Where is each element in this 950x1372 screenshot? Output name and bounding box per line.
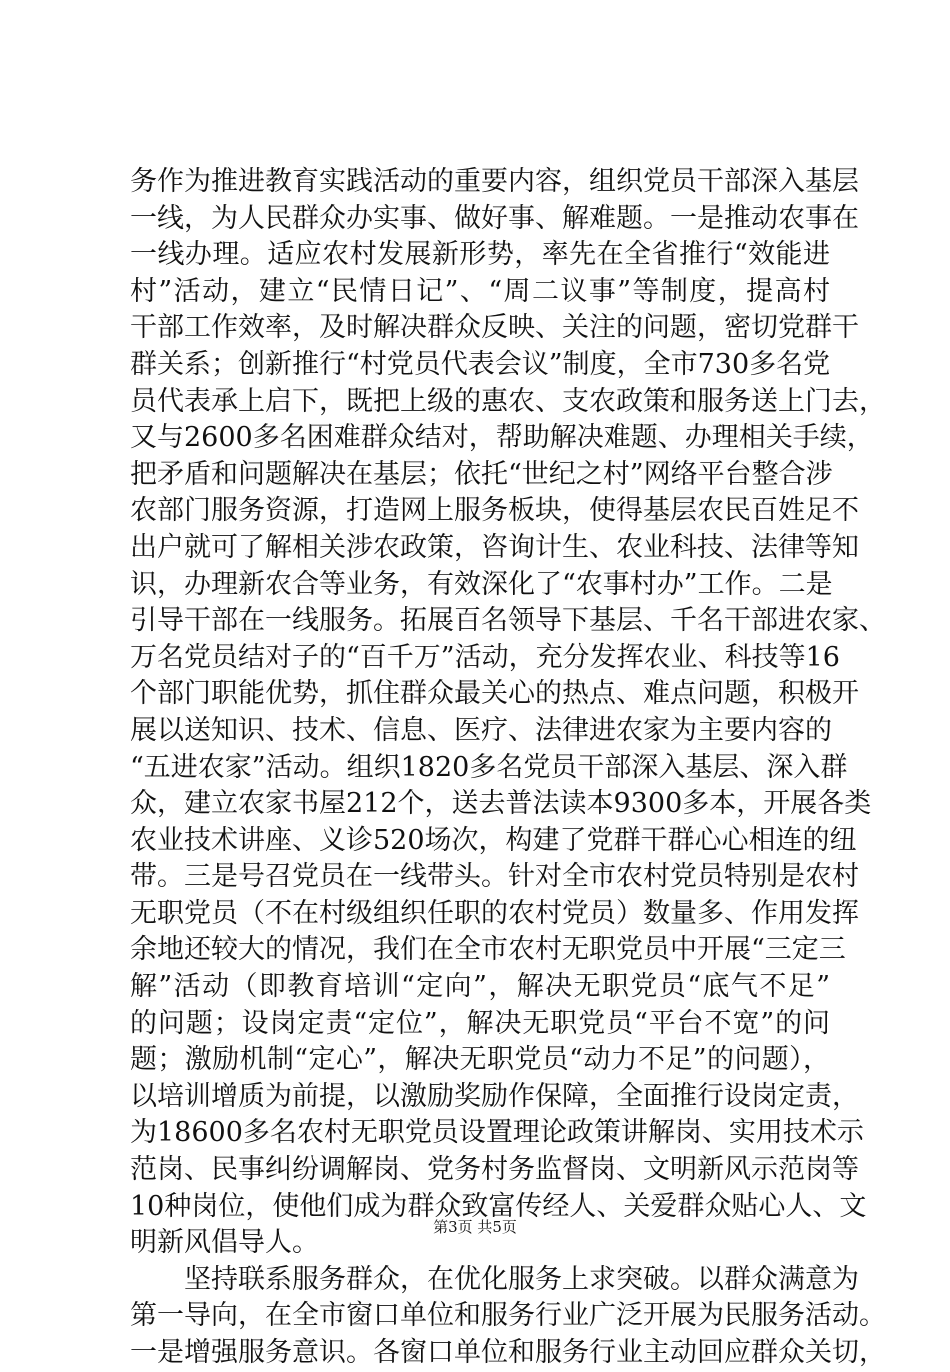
text-line: 坚持联系服务群众，在优化服务上求突破。以群众满意为 — [130, 1263, 859, 1295]
text-line: 展以送知识、技术、信息、医疗、法律进农家为主要内容的 — [130, 714, 832, 746]
page-footer: 第3页 共5页 — [433, 1218, 517, 1236]
text-line: 员代表承上启下，既把上级的惠农、支农政策和服务送上门去， — [130, 385, 886, 417]
text-line: 干部工作效率，及时解决群众反映、关注的问题，密切党群干 — [130, 312, 859, 344]
text-line: 群关系；创新推行“村党员代表会议”制度，全市730多名党 — [130, 348, 831, 380]
text-line: 把矛盾和问题解决在基层；依托“世纪之村”网络平台整合涉 — [130, 458, 833, 490]
text-line: 众，建立农家书屋212个，送去普法读本9300多本，开展各类 — [130, 788, 872, 820]
text-line: 又与2600多名困难群众结对，帮助解决难题、办理相关手续， — [130, 422, 874, 454]
text-line: 识，办理新农合等业务，有效深化了“农事村办”工作。二是 — [130, 568, 833, 600]
text-line: 范岗、民事纠纷调解岗、党务村务监督岗、文明新风示范岗等 — [130, 1154, 859, 1186]
text-line: 10种岗位，使他们成为群众致富传经人、关爱群众贴心人、文 — [130, 1190, 867, 1222]
text-line: 第一导向，在全市窗口单位和服务行业广泛开展为民服务活动。 — [130, 1300, 886, 1332]
body-text — [130, 164, 886, 1372]
text-line: 的问题；设岗定责“定位”，解决无职党员“平台不宽”的问 — [130, 1007, 830, 1039]
text-line: 解”活动（即教育培训“定向”，解决无职党员“底气不足” — [130, 971, 830, 1003]
text-line: 务作为推进教育实践活动的重要内容，组织党员干部深入基层 — [130, 166, 859, 197]
text-line: 农部门服务资源，打造网上服务板块，使得基层农民百姓足不 — [130, 495, 859, 527]
text-line: 一线办理。适应农村发展新形势，率先在全省推行“效能进 — [130, 239, 830, 271]
text-line: 万名党员结对子的“百千万”活动，充分发挥农业、科技等16 — [130, 641, 840, 673]
text-line: 余地还较大的情况，我们在全市农村无职党员中开展“三定三 — [130, 934, 846, 966]
text-line: 引导干部在一线服务。拓展百名领导下基层、千名干部进农家、 — [130, 605, 886, 637]
text-line: “五进农家”活动。组织1820多名党员干部深入基层、深入群 — [130, 751, 848, 783]
text-line: 农业技术讲座、义诊520场次，构建了党群干群心心相连的纽 — [130, 824, 857, 856]
text-line: 无职党员（不在村级组织任职的农村党员）数量多、作用发挥 — [130, 897, 859, 929]
text-line: 个部门职能优势，抓住群众最关心的热点、难点问题，积极开 — [130, 678, 859, 710]
text-line: 为18600多名农村无职党员设置理论政策讲解岗、实用技术示 — [130, 1117, 864, 1149]
text-line: 一线，为人民群众办实事、做好事、解难题。一是推动农事在 — [130, 202, 859, 234]
text-line: 以培训增质为前提，以激励奖励作保障，全面推行设岗定责， — [130, 1080, 859, 1112]
text-line: 明新风倡导人。 — [130, 1227, 319, 1259]
text-line: 题；激励机制“定心”，解决无职党员“动力不足”的问题）， — [130, 1044, 830, 1076]
text-line: 村”活动，建立“民情日记”、“周二议事”等制度，提高村 — [130, 275, 830, 307]
text-line: 带。三是号召党员在一线带头。针对全市农村党员特别是农村 — [130, 861, 859, 893]
text-line: 一是增强服务意识。各窗口单位和服务行业主动回应群众关切， — [130, 1337, 886, 1368]
text-line: 出户就可了解相关涉农政策，咨询计生、农业科技、法律等知 — [130, 531, 859, 563]
